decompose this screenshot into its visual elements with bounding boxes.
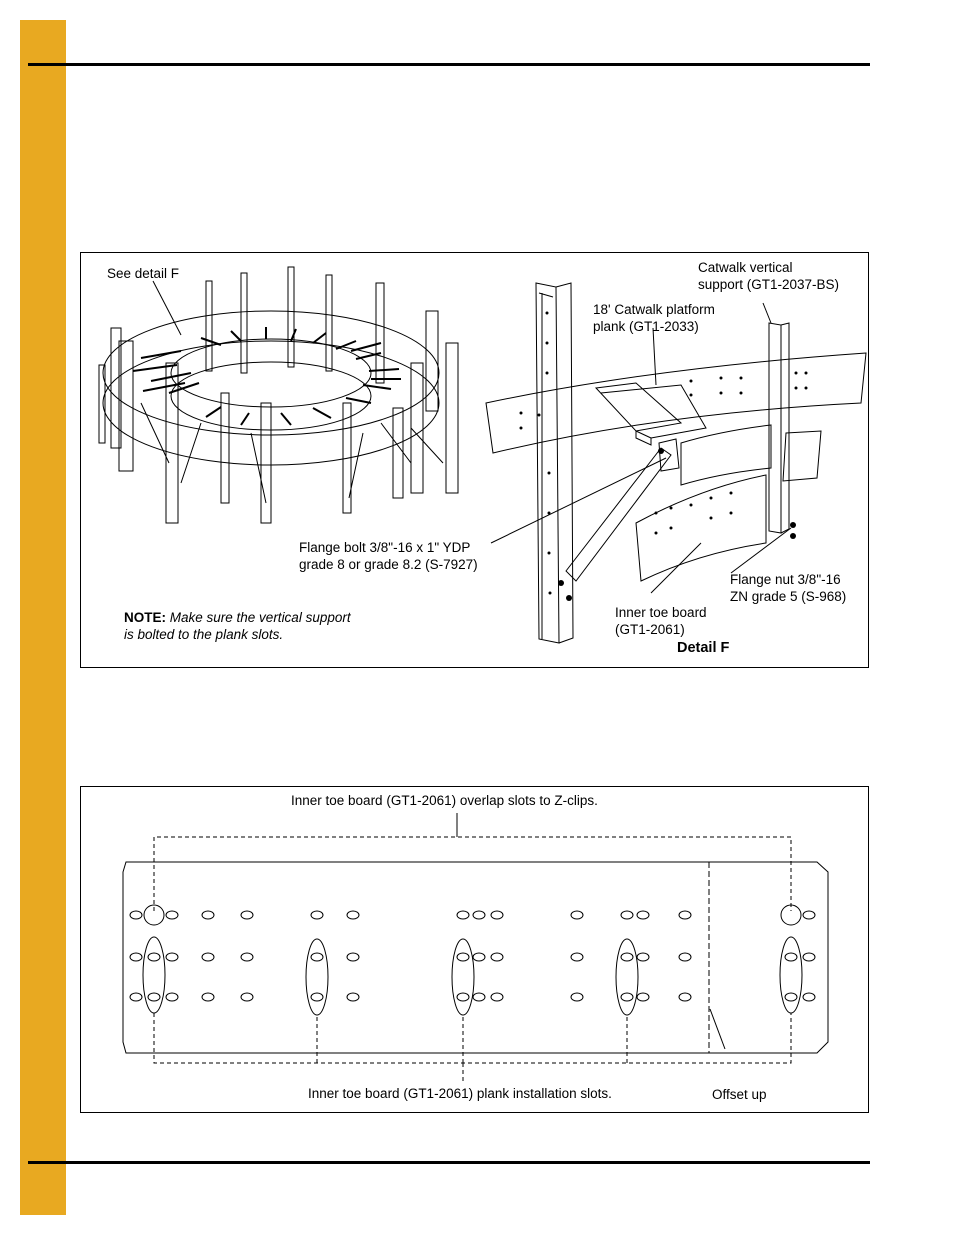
- overlap-circle-right: [781, 905, 801, 925]
- slot-hole: [637, 993, 649, 1001]
- slot-hole: [347, 911, 359, 919]
- inner-toe-board-line2: (GT1-2061): [615, 622, 685, 637]
- slot-hole: [241, 993, 253, 1001]
- leader-inner-toe: [651, 543, 701, 593]
- leader-offset: [710, 1009, 725, 1049]
- slot-hole: [637, 953, 649, 961]
- slot-hole: [202, 911, 214, 919]
- leader-plank: [653, 328, 656, 385]
- slot-hole: [473, 911, 485, 919]
- platform-plank: [596, 383, 706, 445]
- platform-plank-label: [593, 301, 715, 335]
- offset-up-label: Offset up: [712, 1087, 767, 1102]
- slot-hole: [347, 953, 359, 961]
- toe-board-outline: [123, 862, 828, 1053]
- slot-hole: [130, 911, 142, 919]
- slot-hole: [202, 953, 214, 961]
- slot-hole: [241, 953, 253, 961]
- slot-hole: [166, 993, 178, 1001]
- slot-hole: [803, 993, 815, 1001]
- note-line2: is bolted to the plank slots.: [124, 627, 284, 642]
- slot-hole: [621, 911, 633, 919]
- catwalk-support-line2: support (GT1-2037-BS): [698, 277, 840, 292]
- slot-hole: [457, 993, 469, 1001]
- slot-hole: [637, 911, 649, 919]
- platform-plank-line1: 18' Catwalk platform: [593, 302, 715, 317]
- right-vertical-support: [769, 323, 789, 533]
- catwalk-support-line1: Catwalk vertical: [698, 260, 793, 275]
- leader-support: [763, 303, 771, 323]
- header-rule: [28, 63, 870, 66]
- ring-posts: [99, 267, 458, 523]
- slot-hole: [130, 953, 142, 961]
- note-label: NOTE:: [124, 610, 166, 625]
- install-ellipse-5: [780, 937, 802, 1013]
- slot-hole: [202, 993, 214, 1001]
- see-detail-label: See detail F: [107, 266, 180, 281]
- flange-bolt-label: [299, 539, 478, 573]
- figure-toe-board-slots: [80, 786, 869, 1113]
- slot-hole: [491, 993, 503, 1001]
- ring-inner-top: [171, 339, 371, 407]
- slot-hole: [803, 911, 815, 919]
- inner-toe-board-line1: Inner toe board: [615, 605, 707, 620]
- slot-hole: [241, 911, 253, 919]
- slot-hole: [473, 953, 485, 961]
- slot-hole: [491, 911, 503, 919]
- catwalk-drawing: [81, 253, 870, 669]
- install-slots-label: Inner toe board (GT1-2061) plank installation slots.: [308, 1086, 612, 1101]
- side-tab: [20, 20, 66, 1215]
- slot-hole: [457, 911, 469, 919]
- slot-hole: [785, 993, 797, 1001]
- slot-hole: [148, 953, 160, 961]
- footer-rule: [28, 1161, 870, 1164]
- flange-nut-label: [730, 571, 846, 605]
- slot-hole: [571, 953, 583, 961]
- install-ellipse-4: [616, 939, 638, 1015]
- slot-hole: [571, 911, 583, 919]
- ring-grating: [133, 327, 401, 425]
- detail-f-title: Detail F: [677, 640, 730, 656]
- leader-flange-bolt: [491, 458, 666, 543]
- detail-holes: [520, 312, 808, 602]
- figure-catwalk-assembly: [80, 252, 869, 668]
- overlap-bracket: [154, 837, 791, 911]
- toe-board-drawing: [81, 787, 870, 1114]
- inner-toe-board: [636, 475, 766, 581]
- slot-hole: [679, 953, 691, 961]
- slot-hole: [473, 993, 485, 1001]
- inner-toe-board-label: [615, 604, 707, 638]
- slot-hole: [679, 993, 691, 1001]
- slot-hole: [311, 911, 323, 919]
- leader-flange-nut: [731, 528, 791, 573]
- note-text: [124, 609, 351, 643]
- slot-hole: [785, 953, 797, 961]
- install-ellipse-3: [452, 939, 474, 1015]
- middle-toe-board: [681, 425, 771, 485]
- slot-hole: [311, 993, 323, 1001]
- slot-hole: [166, 953, 178, 961]
- slot-hole: [803, 953, 815, 961]
- outer-toe-board: [486, 353, 866, 453]
- detail-vertical-post: [536, 283, 573, 643]
- install-ellipse-2: [306, 939, 328, 1015]
- catwalk-support-label: [698, 259, 839, 293]
- slot-hole: [457, 953, 469, 961]
- slot-hole: [347, 993, 359, 1001]
- flange-bolt-line2: grade 8 or grade 8.2 (S-7927): [299, 557, 478, 572]
- flange-bolt-line1: Flange bolt 3/8"-16 x 1" YDP: [299, 540, 471, 555]
- slot-hole: [491, 953, 503, 961]
- diagonal-brace: [566, 448, 671, 581]
- flange-nut-line1: Flange nut 3/8"-16: [730, 572, 841, 587]
- slot-hole: [571, 993, 583, 1001]
- slot-hole: [311, 953, 323, 961]
- flange-nut-line2: ZN grade 5 (S-968): [730, 589, 847, 604]
- platform-plank-line2: plank (GT1-2033): [593, 319, 699, 334]
- install-bracket: [154, 1013, 791, 1063]
- slot-hole: [148, 993, 160, 1001]
- install-ellipse-1: [143, 937, 165, 1013]
- ring-braces: [141, 403, 443, 503]
- note-line1: Make sure the vertical support: [169, 610, 351, 625]
- slot-hole: [621, 953, 633, 961]
- overlap-slots-label: Inner toe board (GT1-2061) overlap slots to Z-clips.: [291, 793, 598, 808]
- slot-hole: [621, 993, 633, 1001]
- slot-hole: [130, 993, 142, 1001]
- slot-hole: [679, 911, 691, 919]
- slot-hole: [166, 911, 178, 919]
